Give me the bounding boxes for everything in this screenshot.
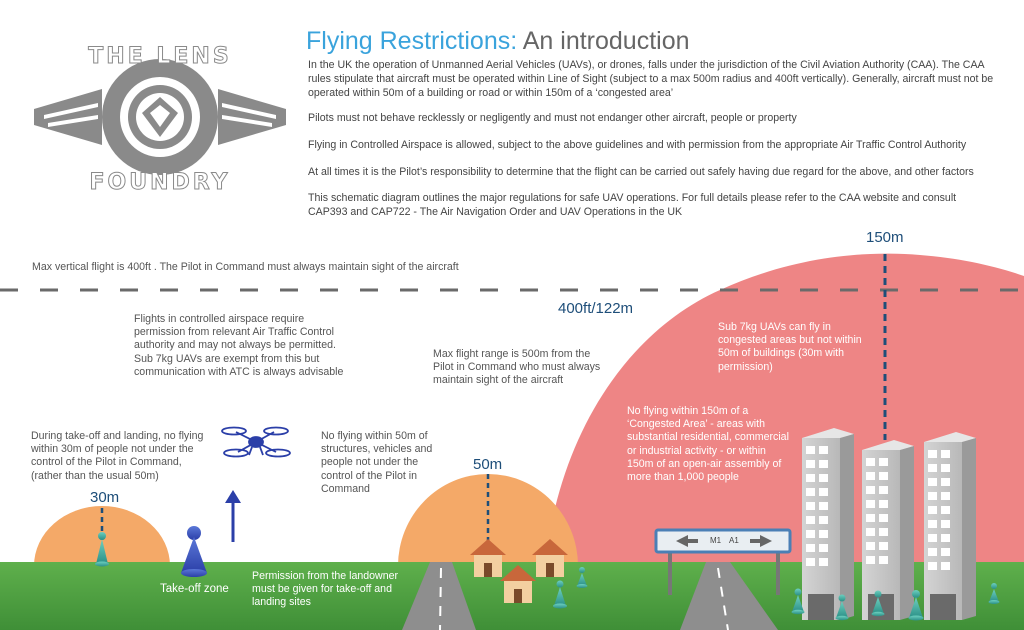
sub7kg-rule-note: Sub 7kg UAVs can fly in congested areas but not within 50m of buildings (30m with permission)	[718, 321, 862, 373]
logo-wordmark-top: THE LENS	[88, 44, 232, 69]
structures-rule-note: No flying within 50m of structures, vehicles and people not under the control of the Pilot in Command	[321, 430, 433, 495]
road-sign-a1: A1	[729, 536, 739, 545]
pilot-figure	[181, 526, 207, 577]
page-title	[306, 27, 690, 56]
title-rest: An introduction	[517, 27, 690, 55]
intro-paragraph-2: Pilots must not behave recklessly or negligently and must not endanger other aircraft, people or property	[308, 112, 797, 124]
radius-150m-label: 150m	[866, 229, 904, 246]
radius-30m-label: 30m	[90, 489, 120, 506]
radius-50m-label: 50m	[473, 456, 503, 473]
intro-paragraph-4: At all times it is the Pilot’s responsibility to determine that the flight can be carried out safely having due regard for the above, and other factors	[308, 166, 974, 178]
title-highlight: Flying Restrictions:	[306, 27, 518, 55]
ceiling-label: 400ft/122m	[558, 300, 634, 317]
road-sign-m1: M1	[710, 536, 722, 545]
landowner-rule-note: Permission from the landowner must be given for take-off and landing sites	[252, 570, 399, 609]
logo-wordmark-bottom: FOUNDRY	[89, 170, 231, 195]
takeoff-rule-note: During take-off and landing, no flying within 30m of people not under the control of the Pilot in Command, (rather than the usual 50m)	[31, 430, 204, 482]
range-rule-note: Max flight range is 500m from the Pilot in Command who must always maintain sight of the aircraft	[433, 348, 601, 387]
lens-foundry-logo	[34, 59, 286, 175]
congested-rule-note: No flying within 150m of a ‘Congested Area’ - areas with substantial residential, commercial or industrial activity - or within 150m of an open-air assembly of more than 1,000 people	[627, 405, 789, 484]
max-vertical-label: Max vertical flight is 400ft . The Pilot in Command must always maintain sight of the aircraft	[32, 261, 459, 273]
controlled-airspace-note: Flights in controlled airspace require permission from relevant Air Traffic Control authority and may not always be permitted. Sub 7kg UAVs are exempt from this but communication with ATC is always advisable	[134, 313, 344, 378]
intro-paragraph-5: This schematic diagram outlines the major regulations for safe UAV operations. For full details please refer to the CAA website and consult CAP393 and CAP722 - The Air Navigation Order and UAV Operations in the UK	[308, 192, 957, 219]
drone-icon	[222, 428, 290, 457]
tower-buildings	[802, 428, 976, 620]
intro-paragraph-1: In the UK the operation of Unmanned Aerial Vehicles (UAVs), or drones, falls under the jurisdiction of the Civil Aviation Authority (CAA). The CAA rules stipulate that aircraft must be operated within Line of Sight (subject to a max 500m radius and 400ft vertically). Generally, aircraft must not be operated within 50m of a building or road or within 150m of a ‘congested area’	[308, 59, 994, 100]
intro-paragraph-3: Flying in Controlled Airspace is allowed, subject to the above guidelines and with permission from the appropriate Air Traffic Control Authority	[308, 139, 967, 151]
takeoff-arrow-icon	[225, 490, 241, 542]
takeoff-zone-label: Take-off zone	[160, 583, 229, 595]
